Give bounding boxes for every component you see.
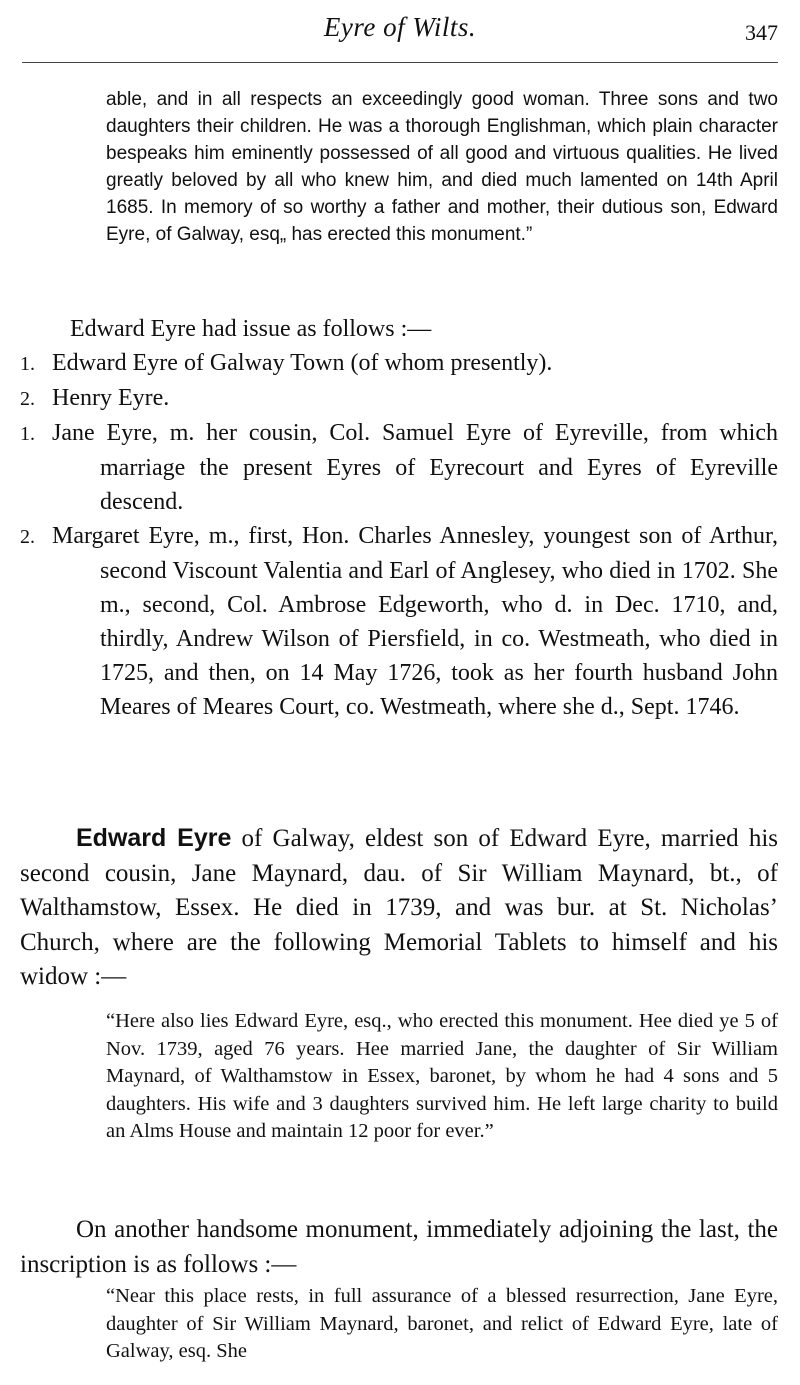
header-rule xyxy=(22,62,778,63)
running-title: Eyre of Wilts. xyxy=(323,12,477,42)
inscription-quote-continued: able, and in all respects an exceedingly good woman. Three sons and two daughters their children. He was a thorough Englishman, which plain character bespeaks him eminently possessed of all good and virtuous qualities. He lived greatly beloved by all who knew him, and died much lamented on 14th April 1685. In memory of so worthy a father and mother, their dutious son, Edward Eyre, of Galway, esq„ has erected this monument.” xyxy=(106,89,778,245)
jane-eyre-inscription-quote: “Near this place rests, in full assurance of a blessed resurrection, Jane Eyre, daughter of Sir William Maynard, baronet, and relict of Edward Eyre, late of Galway, esq. She xyxy=(106,1285,778,1362)
list-item-text: Margaret Eyre, m., first, Hon. Charles Annesley, youngest son of Arthur, second Viscount Valentia and Earl of Anglesey, who died in 1702. She m., second, Col. Ambrose Edgeworth, who d. in Dec. 1710, and, thirdly, Andrew Wilson of Piersfield, in co. Westmeath, who died in 1725, and then, on 14 May 1726, took as her fourth husband John Meares of Meares Court, co. Westmeath, where she d., Sept. 1746. xyxy=(52,523,778,720)
list-item-number: 1. xyxy=(20,423,35,445)
page-number: 347 xyxy=(745,20,778,45)
list-item-text: Jane Eyre, m. her cousin, Col. Samuel Eyre of Eyreville, from which marriage the present Eyres of Eyrecourt and Eyres of Eyreville descend. xyxy=(52,420,778,515)
list-item xyxy=(20,416,778,519)
edward-eyre-text: of Galway, eldest son of Edward Eyre, married his second cousin, Jane Maynard, dau. of Sir William Maynard, bt., of Walthamstow, Essex. He died in 1739, and was bur. at St. Nicholas’ Church, where are the following Memorial Tablets to himself and his widow :— xyxy=(20,825,779,990)
page-header xyxy=(0,0,800,60)
list-item-number: 2. xyxy=(20,388,35,410)
list-item xyxy=(20,346,778,381)
another-monument-paragraph: On another handsome monument, immediately adjoining the last, the inscription is as follows :— xyxy=(20,1216,778,1278)
list-item-number: 1. xyxy=(20,353,35,375)
list-item xyxy=(20,381,778,416)
edward-eyre-name: Edward Eyre xyxy=(76,824,232,852)
memorial-tablet-quote: “Here also lies Edward Eyre, esq., who erected this monument. Hee died ye 5 of Nov. 1739, aged 76 years. Hee married Jane, the daughter of Sir William Maynard, of Walthamstow in Essex, baronet, by whom he had 4 sons and 5 daughters. His wife and 3 daughters survived him. He left large charity to build an Alms House and maintain 12 poor for ever.” xyxy=(106,1010,778,1142)
list-item-text: Edward Eyre of Galway Town (of whom presently). xyxy=(52,350,553,376)
list-item xyxy=(20,519,778,724)
issue-list xyxy=(20,346,778,724)
list-item-text: Henry Eyre. xyxy=(52,385,170,411)
edward-eyre-paragraph xyxy=(20,821,778,995)
issue-intro: Edward Eyre had issue as follows :— xyxy=(70,316,432,342)
list-item-number: 2. xyxy=(20,526,35,548)
